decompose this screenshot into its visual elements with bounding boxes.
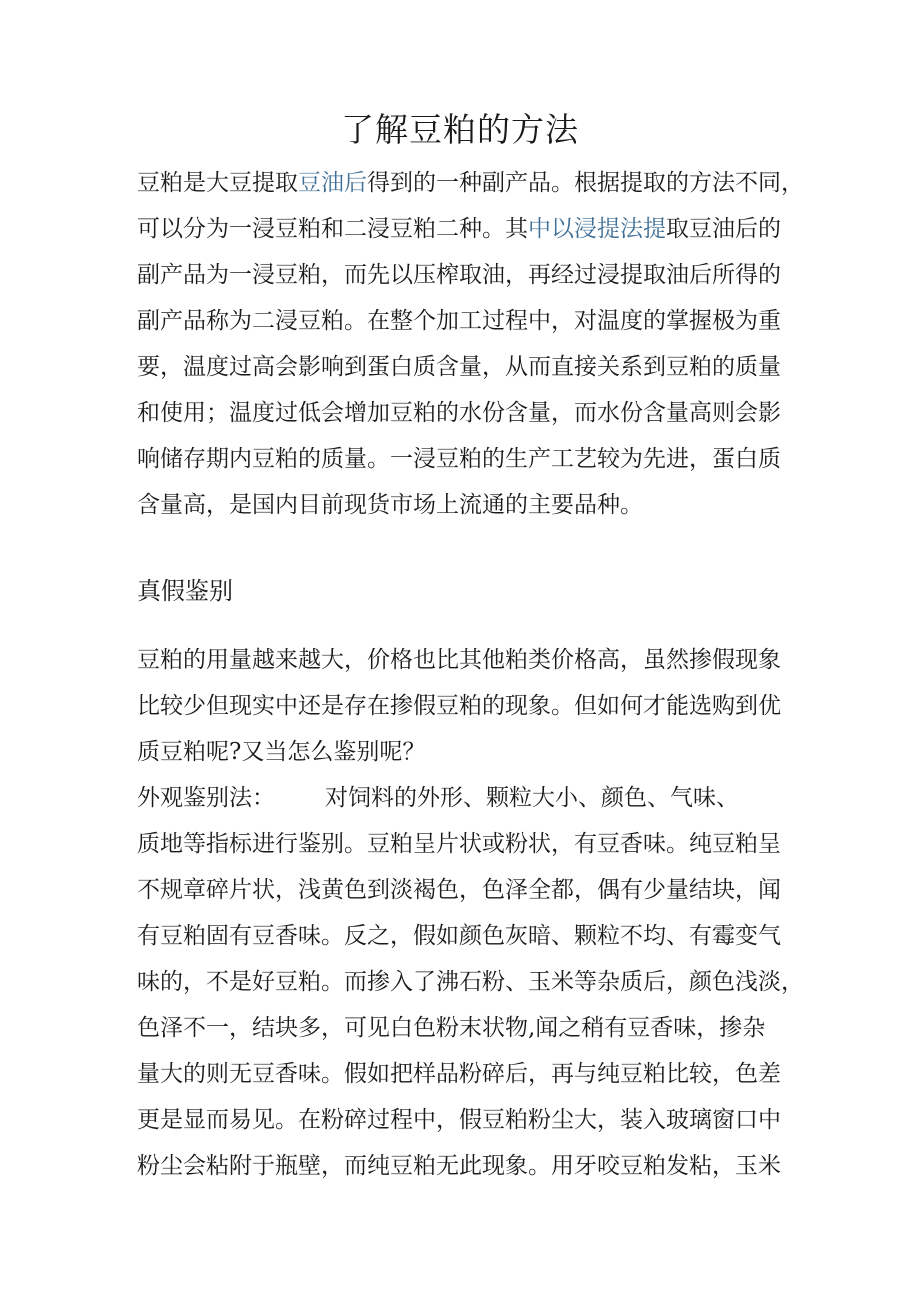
- page-title: 了解豆粕的方法: [341, 110, 579, 149]
- body-line: 比较少但现实中还是存在掺假豆粕的现象。但如何才能选购到优: [137, 693, 781, 719]
- section-heading: 真假鉴别: [137, 577, 233, 605]
- body-line: 质地等指标进行鉴别。豆粕呈片状或粉状，有豆香味。纯豆粕呈: [137, 831, 781, 857]
- method-line: [137, 775, 787, 821]
- body-line: 粉尘会粘附于瓶壁，而纯豆粕无此现象。用牙咬豆粕发粘，玉米: [137, 1153, 781, 1179]
- intro-line: 响储存期内豆粕的质量。一浸豆粕的生产工艺较为先进，蛋白质: [137, 446, 781, 472]
- inline-link-extraction[interactable]: 中以浸提法提: [528, 216, 666, 242]
- intro-line: 含量高，是国内目前现货市场上流通的主要品种。: [137, 492, 643, 518]
- intro-line: 要，温度过高会影响到蛋白质含量，从而直接关系到豆粕的质量: [137, 354, 781, 380]
- method-intro: 对饲料的外形、颗粒大小、颜色、气味、: [325, 785, 739, 811]
- intro-line: 可以分为一浸豆粕和二浸豆粕二种。其中以浸提法提取豆油后的: [137, 216, 781, 242]
- body-line: 有豆粕固有豆香味。反之，假如颜色灰暗、颗粒不均、有霉变气: [137, 923, 781, 949]
- body-line: 质豆粕呢?又当怎么鉴别呢？: [137, 739, 426, 765]
- intro-paragraph: [137, 160, 804, 528]
- body-line: 更是显而易见。在粉碎过程中，假豆粕粉尘大，装入玻璃窗口中: [137, 1107, 781, 1133]
- body-line: 不规章碎片状，浅黄色到淡褐色，色泽全都，偶有少量结块，闻: [137, 877, 781, 903]
- intro-line: 和使用；温度过低会增加豆粕的水份含量，而水份含量高则会影: [137, 400, 781, 426]
- body-line: 味的，不是好豆粕。而掺入了沸石粉、玉米等杂质后，颜色浅淡，: [137, 969, 804, 995]
- intro-line: 豆粕是大豆提取豆油后得到的一种副产品。根据提取的方法不同，: [137, 170, 804, 196]
- body-line: 豆粕的用量越来越大，价格也比其他粕类价格高，虽然掺假现象: [137, 647, 781, 673]
- method-label: 外观鉴别法：: [137, 785, 275, 811]
- body-line: 色泽不一，结块多，可见白色粉末状物,闻之稍有豆香味，掺杂: [137, 1015, 766, 1041]
- intro-line: 副产品为一浸豆粕，而先以压榨取油，再经过浸提取油后所得的: [137, 262, 781, 288]
- body-line: 量大的则无豆香味。假如把样品粉碎后，再与纯豆粕比较，色差: [137, 1061, 781, 1087]
- authenticity-paragraph: [137, 637, 804, 1189]
- intro-line: 副产品称为二浸豆粕。在整个加工过程中，对温度的掌握极为重: [137, 308, 781, 334]
- inline-link-soy-oil[interactable]: 豆油后: [298, 170, 367, 196]
